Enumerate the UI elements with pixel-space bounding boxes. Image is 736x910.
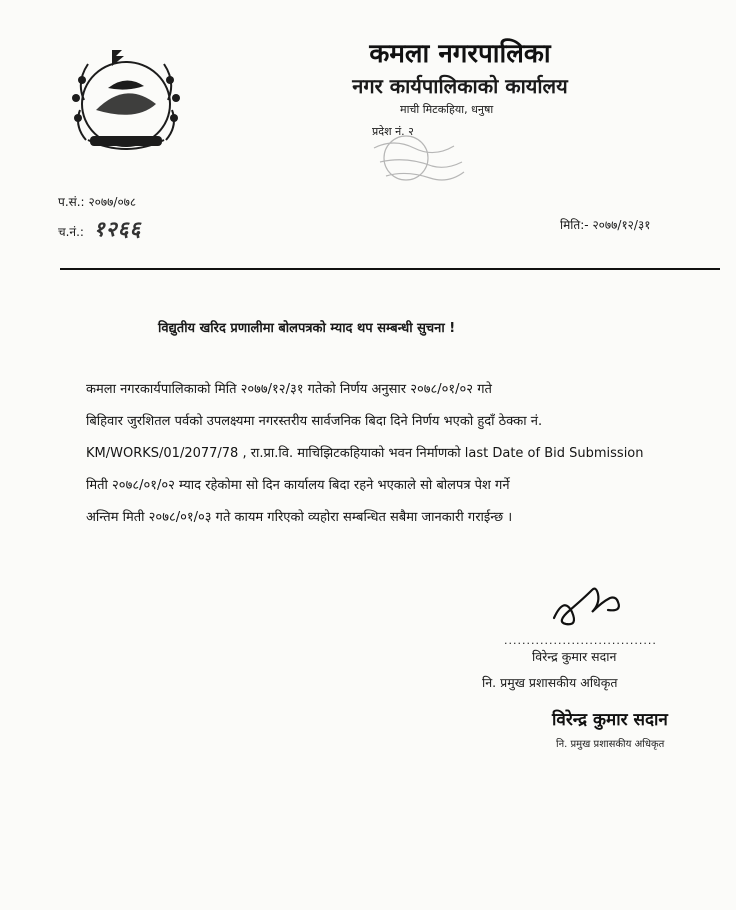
org-name: कमला नगरपालिका xyxy=(369,39,551,69)
notice-body xyxy=(86,374,718,534)
faded-stamp-icon xyxy=(366,128,476,190)
municipality-emblem-icon xyxy=(62,40,192,162)
handwritten-signature-icon xyxy=(548,572,638,632)
address: माची मिटकहिया, धनुषा xyxy=(400,103,494,116)
letter-date xyxy=(560,216,650,233)
office-name: नगर कार्यपालिकाको कार्यालय xyxy=(352,74,568,98)
body-line: मिती २०७८/०१/०२ म्याद रहेकोमा सो दिन कार्यालय बिदा रहने भएकाले सो बोलपत्र पेश गर्ने xyxy=(86,478,510,493)
body-line: अन्तिम मिती २०७८/०१/०३ गते कायम गरिएको व्यहोरा सम्बन्धित सबैमा जानकारी गराईन्छ । xyxy=(86,510,513,525)
body-line: कमला नगरकार्यपालिकाको मिति २०७७/१२/३१ गतेको निर्णय अनुसार २०७८/०१/०२ गते xyxy=(86,382,492,397)
stamp-name: विरेन्द्र कुमार सदान xyxy=(552,710,668,730)
body-line: KM/WORKS/01/2077/78 , रा.प्रा.वि. माचिझिटकहियाको भवन निर्माणको last Date of Bid Submission xyxy=(86,446,644,461)
notice-subject: विद्युतीय खरिद प्रणालीमा बोलपत्रको म्याद थप सम्बन्धी सुचना ! xyxy=(158,321,456,336)
province: प्रदेश नं. २ xyxy=(372,125,414,138)
stamp-title: नि. प्रमुख प्रशासकीय अधिकृत xyxy=(556,739,665,750)
body-line: बिहिवार जुरशितल पर्वको उपलक्ष्यमा नगरस्तरीय सार्वजनिक बिदा दिने निर्णय भएको हुदाँ ठेक्का नं. xyxy=(86,414,543,429)
signer-name: विरेन्द्र कुमार सदान xyxy=(532,649,617,664)
date-label: मिति:- xyxy=(560,218,589,232)
reference-number xyxy=(58,193,136,210)
signature-line: .................................. xyxy=(504,634,657,647)
header-divider xyxy=(60,268,720,270)
dispatch-value: १२६६ xyxy=(93,216,142,241)
ref-value: २०७७/०७८ xyxy=(88,195,137,209)
ref-label: प.सं.: xyxy=(58,195,85,209)
dispatch-number xyxy=(58,215,141,243)
signer-title: नि. प्रमुख प्रशासकीय अधिकृत xyxy=(482,675,618,690)
dispatch-label: च.नं.: xyxy=(58,225,84,239)
date-value: २०७७/१२/३१ xyxy=(592,218,651,232)
